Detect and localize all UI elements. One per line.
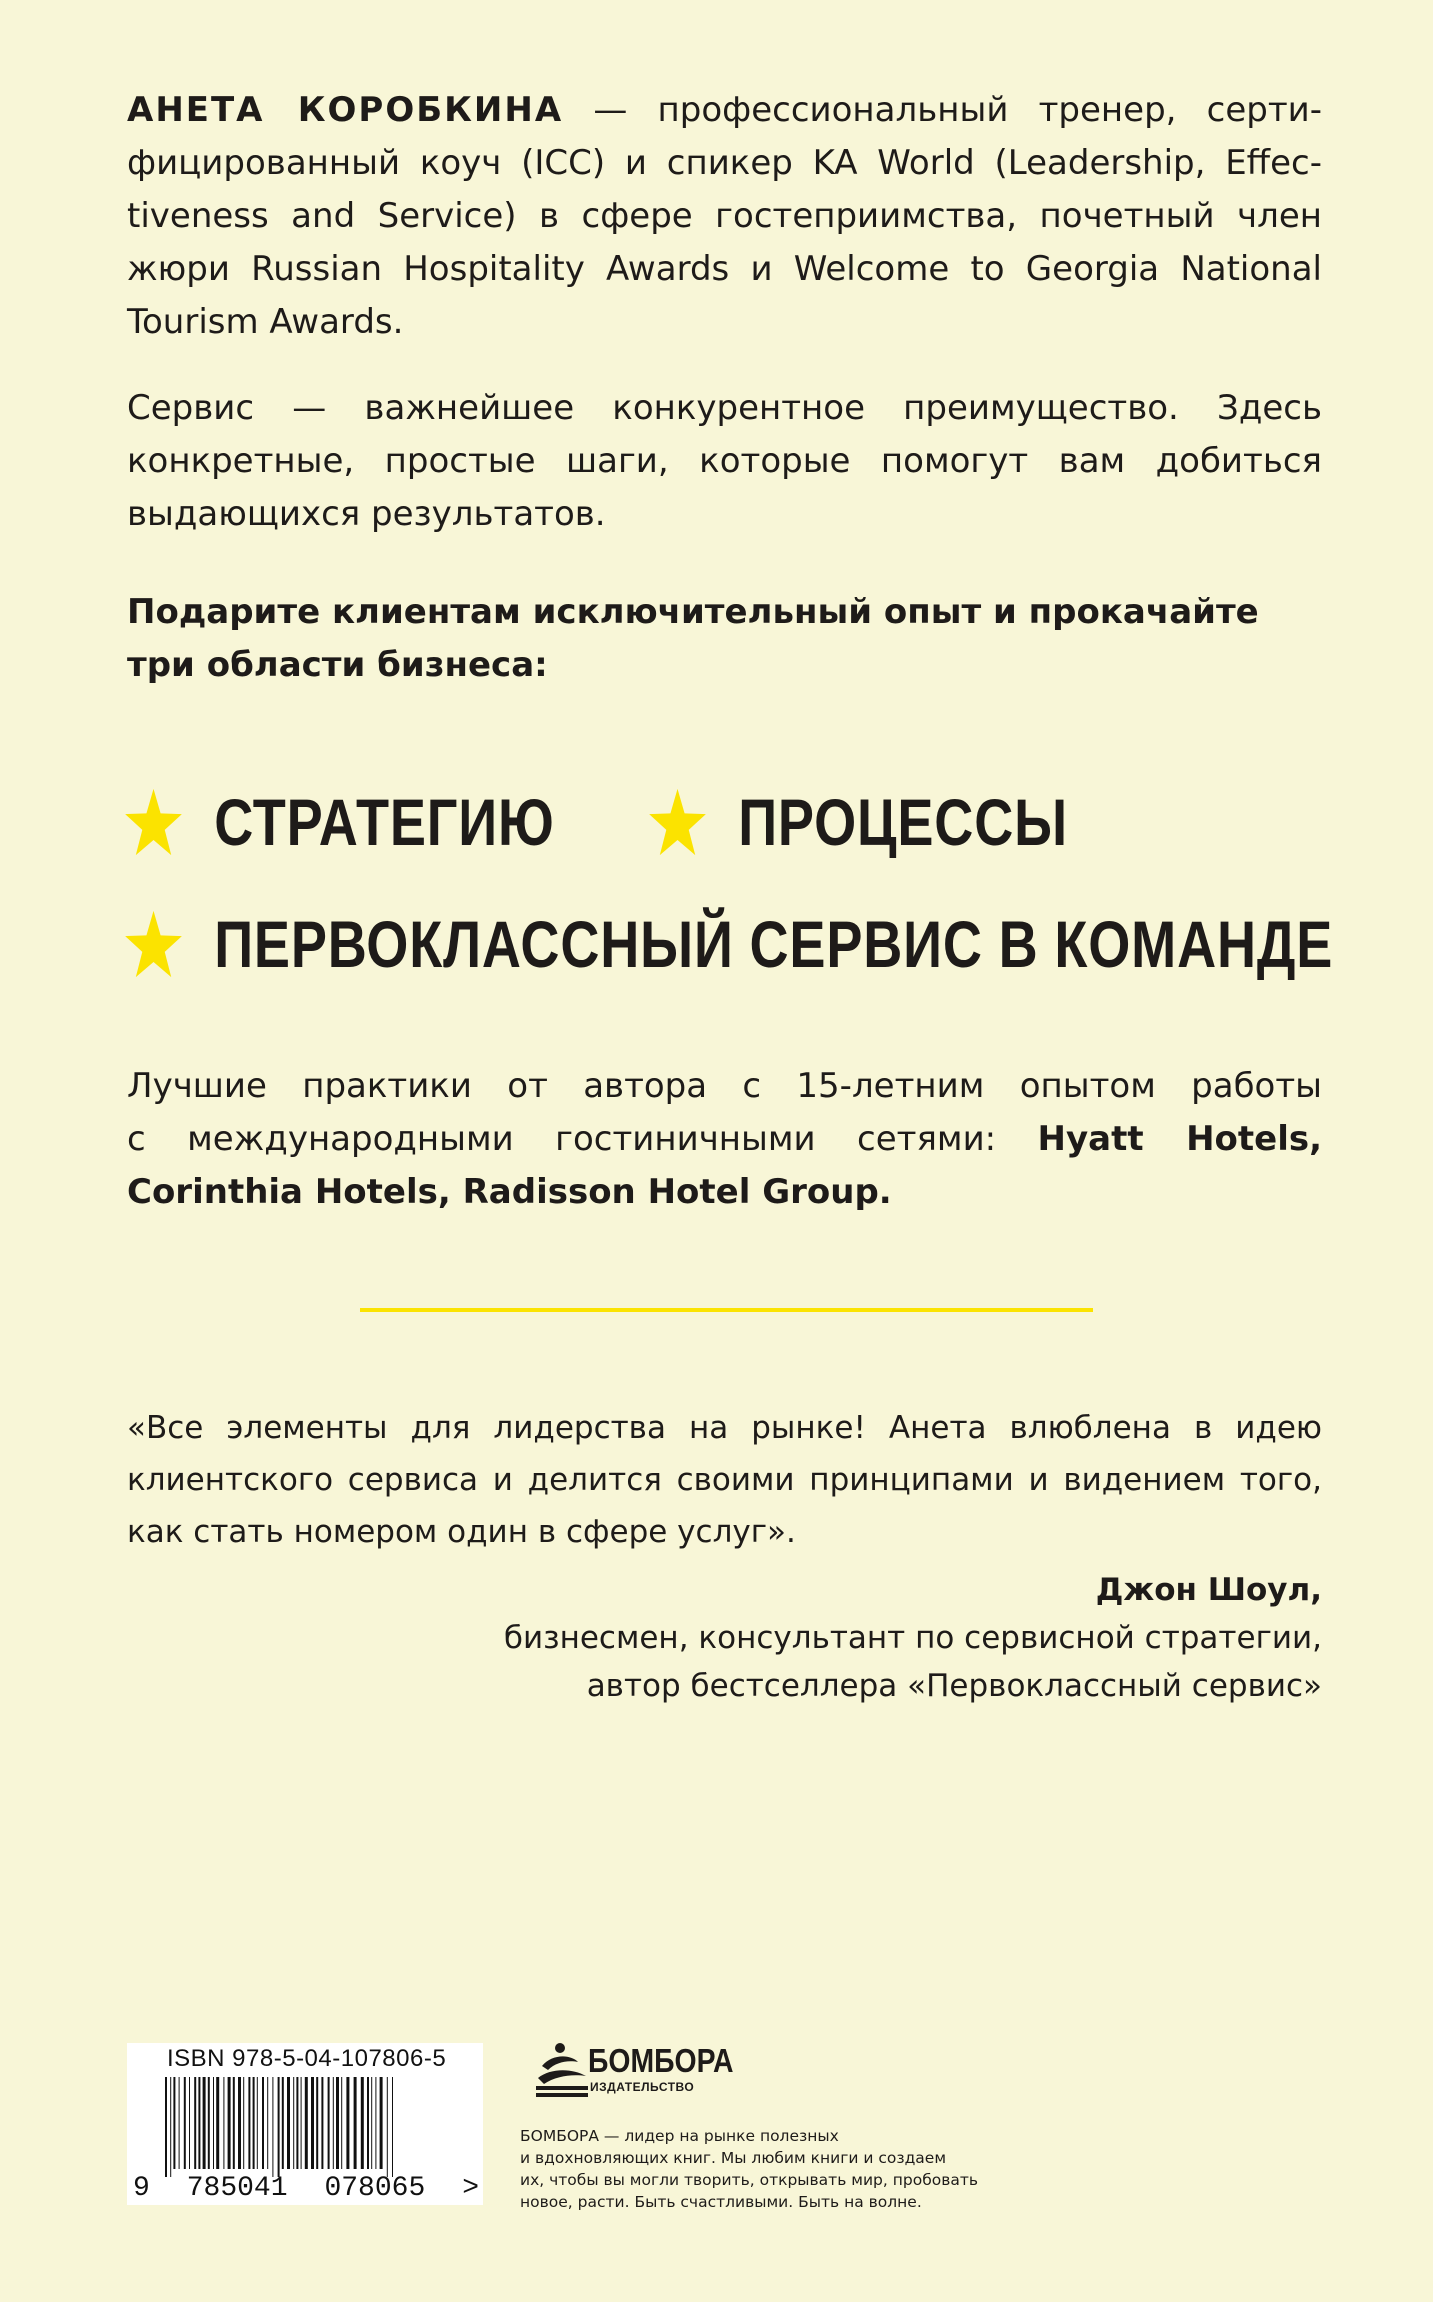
star-icon (124, 787, 183, 857)
isbn-number: ISBN 978-5-04-107806-5 (167, 2045, 447, 2072)
bullet-strategy: СТРАТЕГИЮ (124, 784, 555, 860)
publisher-name: БОМБОРА (588, 2042, 734, 2079)
bullet-team-service: ПЕРВОКЛАССНЫЙ СЕРВИС В КОМАНДЕ (124, 906, 1333, 982)
author-name: АНЕТА КОРОБКИНА (127, 90, 564, 130)
practice-paragraph: Лучшие практики от автора с 15-летним опытом работы с международными гостиничными сетями: Hyatt Hotels, Corinthia Hotels, Radisson Hotel Group. (127, 1066, 1322, 1212)
isbn-barcode (127, 2043, 483, 2205)
publisher-subtitle: ИЗДАТЕЛЬСТВО (590, 2080, 695, 2094)
barcode-digits: 9 785041 078065 > (133, 2173, 479, 2204)
lead-paragraph: Подарите клиентам исключительный опыт и прокачайте три области бизнеса: (127, 592, 1259, 685)
author-bio: АНЕТА КОРОБКИНА — профессиональный тренер, серти- фицированный коуч (ICC) и спикер KA World (Leadership, Effec- tiveness and Service) в сфере гостеприимства, почетный член жюри Russian Hospitality Awards и Welcome to Georgia National Tourism Awards. (127, 90, 1322, 342)
star-icon (124, 909, 183, 979)
bombora-wave-logo-icon (532, 2040, 592, 2102)
quote-attribution: Джон Шоул, бизнесмен, консультант по сервисной стратегии, автор бестселлера «Первоклассный сервис» (504, 1566, 1322, 1710)
attribution-name: Джон Шоул, (1095, 1572, 1322, 1608)
bullet-processes: ПРОЦЕССЫ (648, 784, 1068, 860)
divider-line (360, 1308, 1093, 1312)
intro-paragraph: Сервис — важнейшее конкурентное преимущество. Здесь конкретные, простые шаги, которые помогут вам добиться выдающихся результатов. (127, 388, 1322, 534)
star-icon (648, 787, 707, 857)
publisher-description: БОМБОРА — лидер на рынке полезных и вдохновляющих книг. Мы любим книги и создаем их, чтобы вы могли творить, открывать мир, пробовать новое, расти. Быть счастливыми. Быть на волне. (520, 2127, 979, 2211)
testimonial-quote: «Все элементы для лидерства на рынке! Анета влюблена в идею клиентского сервиса и делится своими принципами и видением того, как стать номером один в сфере услуг». (127, 1410, 1322, 1550)
